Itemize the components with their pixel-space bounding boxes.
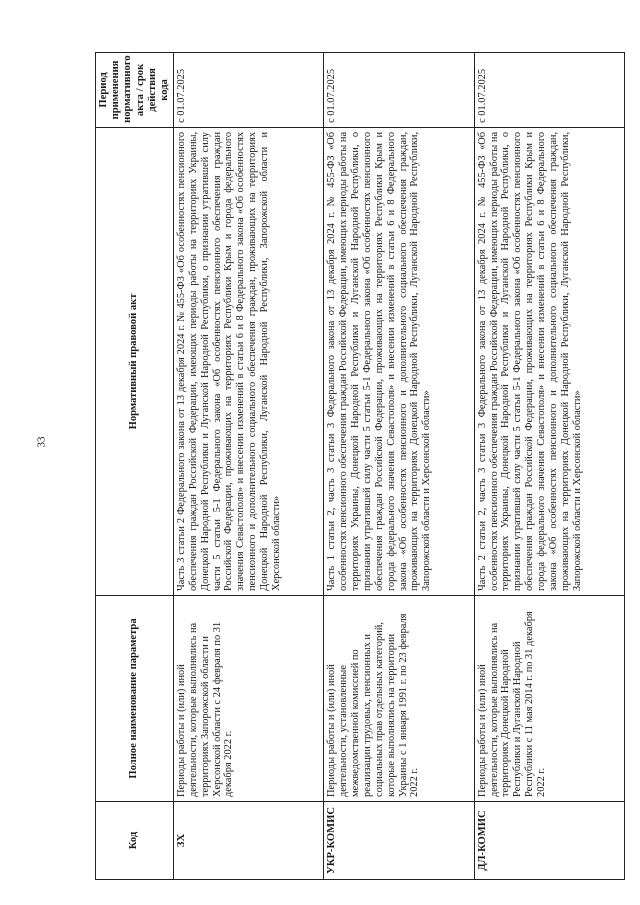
header-parameter-name: Полное наименование параметра <box>96 596 174 802</box>
row-code: УКР-КОМИС <box>324 801 474 879</box>
row-parameter-name: Периоды работы и (или) иной деятельности, которые выполнялись на территориях Запорожской области и Херсонской области с 24 февраля по 31 декабря 2022 г. <box>174 596 324 802</box>
row-code: ДЛ-КОМИС <box>474 801 624 879</box>
table-header-row <box>96 53 174 880</box>
header-legal-act: Нормативный правовой акт <box>96 127 174 595</box>
table-row <box>474 53 624 880</box>
row-parameter-name: Периоды работы и (или) иной деятельности, установленные межведомственной комиссией по реализации трудовых, пенсионных и социальных прав отдельных категорий, которые выполнялись на территории Украины с 1 января 1991 г. по 23 февраля 2022 г. <box>324 596 474 802</box>
parameters-table <box>95 52 625 880</box>
page-number: 33 <box>35 436 48 448</box>
row-parameter-name: Периоды работы и (или) иной деятельности, которые выполнялись на территориях Донецкой Народной Республики и Луганской Народной Республики с 11 мая 2014 г. по 31 декабря 2022 г. <box>474 596 624 802</box>
row-legal-act: Часть 3 статьи 2 Федерального закона от 13 декабря 2024 г. № 455-ФЗ «Об особенностях пенсионного обеспечения граждан Российской Федерации, имеющих периоды работы на территориях Украины, Донецкой Народной Республики и Луганской Народной Республики, о признании утратившей силу части 5 статьи 5-1 Федерального закона «Об особенностях пенсионного обеспечения граждан Российской Федерации, проживающих на территориях Республики Крым и города федерального значения Севастополя» и внесении изменений в статьи 6 и 8 Федерального закона «Об особенностях пенсионного и дополнительного социального обеспечения граждан, проживающих на территориях Донецкой Народной Республики, Луганской Народной Республики, Запорожской области и Херсонской области» <box>174 127 324 595</box>
header-code: Код <box>96 801 174 879</box>
row-legal-act: Часть 1 статьи 2, часть 3 статьи 3 Федерального закона от 13 декабря 2024 г. № 455-ФЗ «Об особенностях пенсионного обеспечения граждан Российской Федерации, имеющих периоды работы на территориях Украины, Донецкой Народной Республики и Луганской Народной Республики, о признании утратившей силу части 5 статьи 5-1 Федерального закона «Об особенностях пенсионного обеспечения граждан Российской Федерации, проживающих на территориях Республики Крым и города федерального значения Севастополя» и внесении изменений в статьи 6 и 8 Федерального закона «Об особенностях пенсионного и дополнительного социального обеспечения граждан, проживающих на территориях Донецкой Народной Республики, Луганской Народной Республики, Запорожской области и Херсонской области» <box>324 127 474 595</box>
row-period: с 01.07.2025 <box>474 53 624 128</box>
row-period: с 01.07.2025 <box>324 53 474 128</box>
row-period: с 01.07.2025 <box>174 53 324 128</box>
header-period: Период применения нормативного акта / срок действия кода <box>96 53 174 128</box>
table-row <box>324 53 474 880</box>
rotated-page-content <box>95 52 625 880</box>
row-code: ЗХ <box>174 801 324 879</box>
row-legal-act: Часть 2 статьи 2, часть 3 статьи 3 Федерального закона от 13 декабря 2024 г. № 455-ФЗ «Об особенностях пенсионного обеспечения граждан Российской Федерации, имеющих периоды работы на территориях Украины, Донецкой Народной Республики и Луганской Народной Республики, о признании утратившей силу части 5 статьи 5-1 Федерального закона «Об особенностях пенсионного обеспечения граждан Российской Федерации, проживающих на территориях Республики Крым и города федерального значения Севастополя» и внесении изменений в статьи 6 и 8 Федерального закона «Об особенностях пенсионного и дополнительного социального обеспечения граждан, проживающих на территориях Донецкой Народной Республики, Луганской Народной Республики, Запорожской области и Херсонской области» <box>474 127 624 595</box>
table-row <box>174 53 324 880</box>
